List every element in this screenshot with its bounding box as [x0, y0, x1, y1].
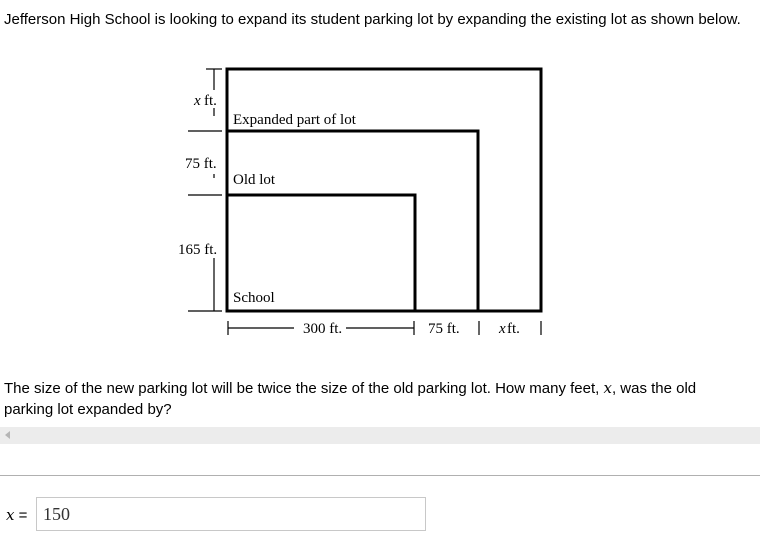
dim-left-x-var: x [194, 93, 201, 109]
problem-question [4, 378, 744, 420]
dim-bottom-75: 75 ft. [428, 321, 460, 337]
answer-label [6, 506, 27, 524]
dim-bottom-300: 300 ft. [303, 321, 343, 337]
dim-left-165: 165 ft. [178, 242, 218, 258]
dim-bottom-x-var: x [499, 321, 506, 337]
label-old-lot: Old lot [233, 172, 276, 188]
dim-bottom-x-unit: ft. [507, 321, 520, 337]
scroll-left-arrow-icon[interactable] [5, 431, 10, 439]
question-text-start: The size of the new parking lot will be twice the size of the old parking lot. How many feet, [4, 380, 604, 397]
answer-variable: x [6, 506, 15, 524]
question-variable: x [603, 379, 612, 397]
bottom-dimension-line [228, 321, 541, 335]
dim-left-75: 75 ft. [185, 156, 217, 172]
label-school: School [233, 290, 275, 306]
dim-left-x-unit: ft. [204, 93, 217, 109]
problem-intro: Jefferson High School is looking to expand its student parking lot by expanding the existing lot as shown below. [4, 11, 741, 28]
horizontal-scrollbar[interactable] [0, 427, 760, 444]
answer-input[interactable] [36, 497, 426, 531]
old-lot-outline [227, 131, 478, 311]
section-divider [0, 475, 760, 476]
answer-equals: = [14, 507, 28, 524]
label-expanded-part: Expanded part of lot [233, 112, 356, 128]
expanded-lot-outline [227, 69, 541, 311]
question-text-end: , was the old parking lot expanded by? [4, 380, 697, 418]
parking-lot-diagram [170, 62, 555, 347]
